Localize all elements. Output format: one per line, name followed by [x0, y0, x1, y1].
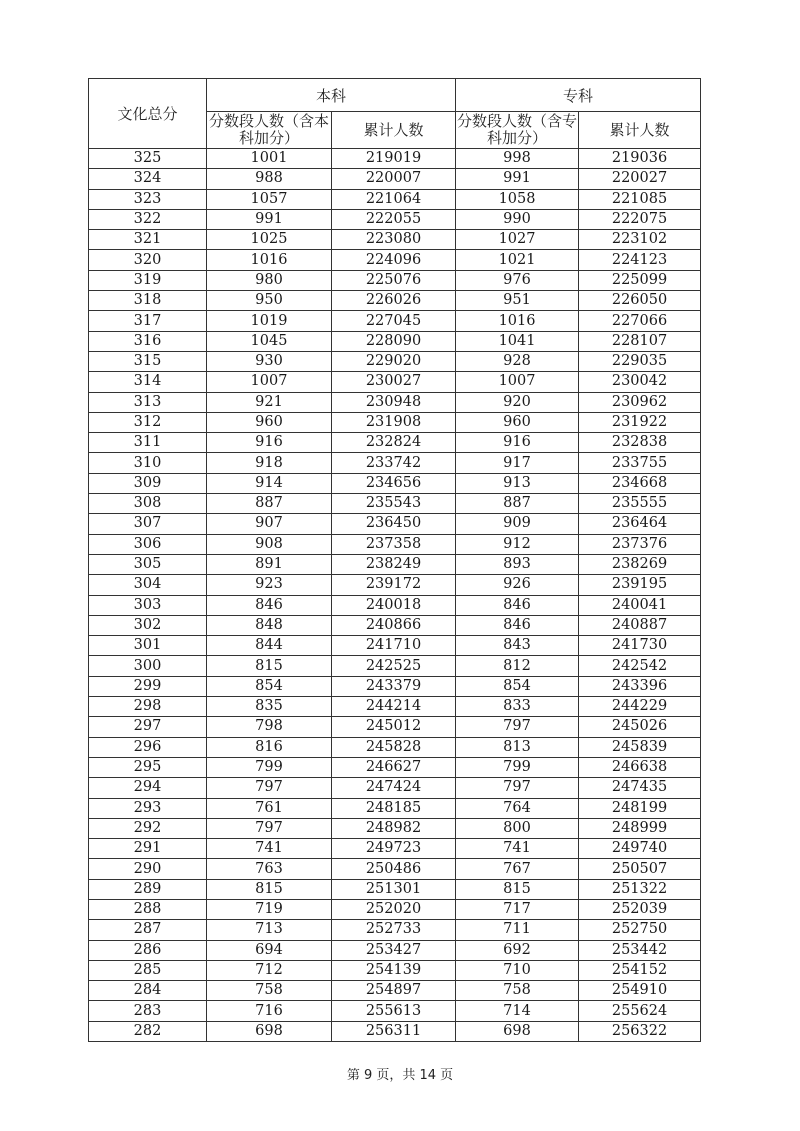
vocational-count-cell: 711	[456, 920, 579, 940]
undergraduate-cumulative-cell: 226026	[332, 291, 456, 311]
undergraduate-count-cell: 815	[207, 656, 332, 676]
table-row	[89, 1021, 701, 1041]
vocational-count-cell: 846	[456, 595, 579, 615]
vocational-cumulative-cell: 240041	[579, 595, 701, 615]
undergraduate-cumulative-cell: 229020	[332, 351, 456, 371]
vocational-count-cell: 916	[456, 433, 579, 453]
undergraduate-count-cell: 797	[207, 818, 332, 838]
undergraduate-cumulative-cell: 231908	[332, 412, 456, 432]
vocational-cumulative-cell: 252750	[579, 920, 701, 940]
undergraduate-cumulative-cell: 243379	[332, 676, 456, 696]
score-cell: 308	[89, 494, 207, 514]
table-row	[89, 981, 701, 1001]
vocational-cumulative-cell: 230962	[579, 392, 701, 412]
undergraduate-cumulative-cell: 222055	[332, 209, 456, 229]
table-row	[89, 291, 701, 311]
vocational-count-cell: 767	[456, 859, 579, 879]
page-footer: 第 9 页，共 14 页	[346, 1068, 454, 1083]
vocational-count-cell: 990	[456, 209, 579, 229]
score-cell: 287	[89, 920, 207, 940]
vocational-cumulative-cell: 255624	[579, 1001, 701, 1021]
score-cell: 289	[89, 879, 207, 899]
vocational-count-cell: 1007	[456, 372, 579, 392]
score-cell: 315	[89, 351, 207, 371]
table-row	[89, 697, 701, 717]
score-cell: 290	[89, 859, 207, 879]
undergraduate-count-cell: 991	[207, 209, 332, 229]
score-cell: 284	[89, 981, 207, 1001]
vocational-count-cell: 913	[456, 473, 579, 493]
score-cell: 307	[89, 514, 207, 534]
vocational-count-cell: 813	[456, 737, 579, 757]
vocational-count-cell: 710	[456, 960, 579, 980]
undergraduate-cumulative-cell: 224096	[332, 250, 456, 270]
undergraduate-count-cell: 854	[207, 676, 332, 696]
score-cell: 323	[89, 189, 207, 209]
vocational-count-cell: 797	[456, 717, 579, 737]
undergraduate-count-cell: 950	[207, 291, 332, 311]
undergraduate-count-cell: 887	[207, 494, 332, 514]
vocational-cumulative-cell: 250507	[579, 859, 701, 879]
undergraduate-cumulative-cell: 245012	[332, 717, 456, 737]
undergraduate-cumulative-cell: 242525	[332, 656, 456, 676]
score-cell: 291	[89, 839, 207, 859]
vocational-cumulative-cell: 245839	[579, 737, 701, 757]
score-cell: 316	[89, 331, 207, 351]
undergraduate-cumulative-cell: 237358	[332, 534, 456, 554]
table-row	[89, 351, 701, 371]
table-row	[89, 717, 701, 737]
vocational-count-cell: 1021	[456, 250, 579, 270]
undergraduate-cumulative-cell: 240866	[332, 615, 456, 635]
score-cell: 310	[89, 453, 207, 473]
undergraduate-cumulative-cell: 250486	[332, 859, 456, 879]
score-cell: 286	[89, 940, 207, 960]
undergraduate-count-cell: 713	[207, 920, 332, 940]
vocational-count-cell: 1041	[456, 331, 579, 351]
vocational-count-cell: 833	[456, 697, 579, 717]
vocational-cumulative-cell: 232838	[579, 433, 701, 453]
vocational-count-cell: 976	[456, 270, 579, 290]
undergraduate-count-cell: 918	[207, 453, 332, 473]
vocational-cumulative-cell: 219036	[579, 149, 701, 169]
undergraduate-count-cell: 835	[207, 697, 332, 717]
table-row	[89, 960, 701, 980]
undergraduate-count-cell: 758	[207, 981, 332, 1001]
table-row	[89, 412, 701, 432]
vocational-count-cell: 960	[456, 412, 579, 432]
undergraduate-count-cell: 815	[207, 879, 332, 899]
undergraduate-count-cell: 980	[207, 270, 332, 290]
vocational-count-cell: 1058	[456, 189, 579, 209]
undergraduate-count-cell: 916	[207, 433, 332, 453]
undergraduate-count-cell: 1001	[207, 149, 332, 169]
vocational-count-cell: 920	[456, 392, 579, 412]
vocational-count-cell: 912	[456, 534, 579, 554]
score-cell: 309	[89, 473, 207, 493]
vocational-cumulative-cell: 236464	[579, 514, 701, 534]
score-cell: 298	[89, 697, 207, 717]
undergraduate-count-cell: 930	[207, 351, 332, 371]
undergraduate-count-cell: 844	[207, 636, 332, 656]
undergraduate-count-cell: 908	[207, 534, 332, 554]
table-row	[89, 920, 701, 940]
vocational-cumulative-cell: 235555	[579, 494, 701, 514]
undergraduate-count-cell: 1016	[207, 250, 332, 270]
table-row	[89, 737, 701, 757]
undergraduate-count-cell: 1007	[207, 372, 332, 392]
vocational-cumulative-cell: 238269	[579, 554, 701, 574]
undergraduate-cumulative-cell: 254897	[332, 981, 456, 1001]
score-cell: 283	[89, 1001, 207, 1021]
vocational-cumulative-cell: 231922	[579, 412, 701, 432]
vocational-cumulative-cell: 246638	[579, 757, 701, 777]
undergraduate-cumulative-cell: 234656	[332, 473, 456, 493]
vocational-cumulative-cell: 241730	[579, 636, 701, 656]
undergraduate-cumulative-cell: 253427	[332, 940, 456, 960]
table-row	[89, 879, 701, 899]
vocational-count-cell: 812	[456, 656, 579, 676]
score-cell: 301	[89, 636, 207, 656]
undergraduate-count-cell: 761	[207, 798, 332, 818]
undergraduate-count-cell: 891	[207, 554, 332, 574]
table-row	[89, 270, 701, 290]
table-row	[89, 189, 701, 209]
undergraduate-cumulative-cell: 248185	[332, 798, 456, 818]
undergraduate-cumulative-cell: 227045	[332, 311, 456, 331]
vocational-cumulative-cell: 248999	[579, 818, 701, 838]
vocational-count-cell: 797	[456, 778, 579, 798]
undergraduate-cumulative-cell: 241710	[332, 636, 456, 656]
vocational-cumulative-cell: 249740	[579, 839, 701, 859]
vocational-count-cell: 887	[456, 494, 579, 514]
vocational-cumulative-cell: 234668	[579, 473, 701, 493]
undergraduate-count-cell: 741	[207, 839, 332, 859]
undergraduate-count-cell: 719	[207, 899, 332, 919]
table-row	[89, 899, 701, 919]
undergraduate-count-cell: 923	[207, 575, 332, 595]
table-row	[89, 494, 701, 514]
table-row	[89, 859, 701, 879]
score-cell: 306	[89, 534, 207, 554]
score-cell: 313	[89, 392, 207, 412]
score-cell: 305	[89, 554, 207, 574]
vocational-count-cell: 714	[456, 1001, 579, 1021]
undergraduate-group-header: 本科	[207, 79, 456, 112]
table-row	[89, 372, 701, 392]
undergraduate-cumulative-cell: 252733	[332, 920, 456, 940]
table-row	[89, 839, 701, 859]
vocational-cumulative-cell: 233755	[579, 453, 701, 473]
undergraduate-count-cell: 716	[207, 1001, 332, 1021]
table-row	[89, 757, 701, 777]
undergraduate-count-cell: 694	[207, 940, 332, 960]
score-cell: 320	[89, 250, 207, 270]
undergraduate-count-cell: 816	[207, 737, 332, 757]
score-cell: 294	[89, 778, 207, 798]
vocational-count-cell: 843	[456, 636, 579, 656]
vocational-cumulative-cell: 229035	[579, 351, 701, 371]
vocational-count-header: 分数段人数（含专科加分）	[457, 112, 578, 147]
undergraduate-cumulative-cell: 220007	[332, 169, 456, 189]
table-row	[89, 1001, 701, 1021]
undergraduate-cumulative-cell: 238249	[332, 554, 456, 574]
score-cell: 317	[89, 311, 207, 331]
undergraduate-cumulative-cell: 244214	[332, 697, 456, 717]
vocational-cumulative-cell: 244229	[579, 697, 701, 717]
table-row	[89, 169, 701, 189]
undergraduate-cumulative-cell: 233742	[332, 453, 456, 473]
vocational-count-cell: 893	[456, 554, 579, 574]
table-row	[89, 798, 701, 818]
vocational-cumulative-cell: 252039	[579, 899, 701, 919]
vocational-cumulative-cell: 239195	[579, 575, 701, 595]
vocational-cumulative-cell: 251322	[579, 879, 701, 899]
undergraduate-cumulative-cell: 247424	[332, 778, 456, 798]
table-row	[89, 392, 701, 412]
undergraduate-cumulative-cell: 246627	[332, 757, 456, 777]
score-cell: 296	[89, 737, 207, 757]
undergraduate-cumulative-cell: 219019	[332, 149, 456, 169]
vocational-cumulative-cell: 224123	[579, 250, 701, 270]
score-cell: 321	[89, 230, 207, 250]
undergraduate-cumulative-cell: 248982	[332, 818, 456, 838]
score-cell: 324	[89, 169, 207, 189]
undergraduate-cumulative-cell: 249723	[332, 839, 456, 859]
vocational-cumulative-cell: 254152	[579, 960, 701, 980]
vocational-count-cell: 717	[456, 899, 579, 919]
score-cell: 282	[89, 1021, 207, 1041]
score-cell: 295	[89, 757, 207, 777]
table-body	[89, 149, 701, 1042]
undergraduate-cumulative-cell: 230027	[332, 372, 456, 392]
undergraduate-cumulative-cell: 223080	[332, 230, 456, 250]
vocational-cumulative-cell: 254910	[579, 981, 701, 1001]
vocational-count-cell: 917	[456, 453, 579, 473]
vocational-count-cell: 1027	[456, 230, 579, 250]
table-row	[89, 554, 701, 574]
vocational-cumulative-cell: 221085	[579, 189, 701, 209]
vocational-cumulative-header: 累计人数	[579, 112, 701, 149]
undergraduate-count-cell: 799	[207, 757, 332, 777]
vocational-cumulative-cell: 230042	[579, 372, 701, 392]
score-cell: 297	[89, 717, 207, 737]
undergraduate-count-cell: 846	[207, 595, 332, 615]
vocational-count-cell: 909	[456, 514, 579, 534]
score-cell: 311	[89, 433, 207, 453]
score-column-header: 文化总分	[89, 79, 207, 149]
table-row	[89, 514, 701, 534]
vocational-cumulative-cell: 228107	[579, 331, 701, 351]
table-row	[89, 534, 701, 554]
vocational-cumulative-cell: 223102	[579, 230, 701, 250]
vocational-group-header: 专科	[456, 79, 701, 112]
vocational-count-cell: 846	[456, 615, 579, 635]
vocational-cumulative-cell: 225099	[579, 270, 701, 290]
undergraduate-cumulative-cell: 240018	[332, 595, 456, 615]
undergraduate-cumulative-cell: 221064	[332, 189, 456, 209]
table-row	[89, 453, 701, 473]
vocational-cumulative-cell: 226050	[579, 291, 701, 311]
vocational-count-cell: 991	[456, 169, 579, 189]
undergraduate-cumulative-cell: 256311	[332, 1021, 456, 1041]
vocational-cumulative-cell: 222075	[579, 209, 701, 229]
score-cell: 318	[89, 291, 207, 311]
score-cell: 314	[89, 372, 207, 392]
table-row	[89, 818, 701, 838]
table-row	[89, 230, 701, 250]
score-cell: 285	[89, 960, 207, 980]
undergraduate-cumulative-header: 累计人数	[332, 112, 456, 149]
vocational-cumulative-cell: 256322	[579, 1021, 701, 1041]
table-row	[89, 615, 701, 635]
vocational-count-cell: 815	[456, 879, 579, 899]
vocational-cumulative-cell: 243396	[579, 676, 701, 696]
table-row	[89, 595, 701, 615]
table-row	[89, 433, 701, 453]
vocational-cumulative-cell: 240887	[579, 615, 701, 635]
undergraduate-cumulative-cell: 251301	[332, 879, 456, 899]
undergraduate-count-cell: 1045	[207, 331, 332, 351]
undergraduate-count-cell: 763	[207, 859, 332, 879]
undergraduate-cumulative-cell: 230948	[332, 392, 456, 412]
vocational-count-cell: 698	[456, 1021, 579, 1041]
undergraduate-count-cell: 798	[207, 717, 332, 737]
vocational-cumulative-cell: 253442	[579, 940, 701, 960]
score-cell: 312	[89, 412, 207, 432]
undergraduate-count-cell: 797	[207, 778, 332, 798]
vocational-count-cell: 998	[456, 149, 579, 169]
undergraduate-cumulative-cell: 225076	[332, 270, 456, 290]
table-row	[89, 778, 701, 798]
table-row	[89, 331, 701, 351]
undergraduate-count-cell: 988	[207, 169, 332, 189]
undergraduate-cumulative-cell: 232824	[332, 433, 456, 453]
vocational-count-cell: 928	[456, 351, 579, 371]
score-cell: 322	[89, 209, 207, 229]
table-row	[89, 311, 701, 331]
vocational-count-cell: 799	[456, 757, 579, 777]
undergraduate-count-cell: 921	[207, 392, 332, 412]
undergraduate-count-cell: 960	[207, 412, 332, 432]
undergraduate-count-cell: 848	[207, 615, 332, 635]
score-cell: 303	[89, 595, 207, 615]
table-row	[89, 250, 701, 270]
table-row	[89, 149, 701, 169]
undergraduate-cumulative-cell: 254139	[332, 960, 456, 980]
undergraduate-count-cell: 1019	[207, 311, 332, 331]
table-row	[89, 656, 701, 676]
score-cell: 319	[89, 270, 207, 290]
score-cell: 293	[89, 798, 207, 818]
vocational-cumulative-cell: 220027	[579, 169, 701, 189]
table-row	[89, 940, 701, 960]
score-cell: 300	[89, 656, 207, 676]
table-row	[89, 209, 701, 229]
undergraduate-count-cell: 914	[207, 473, 332, 493]
undergraduate-count-cell: 1025	[207, 230, 332, 250]
score-cell: 299	[89, 676, 207, 696]
undergraduate-cumulative-cell: 252020	[332, 899, 456, 919]
score-cell: 292	[89, 818, 207, 838]
undergraduate-cumulative-cell: 236450	[332, 514, 456, 534]
vocational-cumulative-cell: 237376	[579, 534, 701, 554]
vocational-count-cell: 926	[456, 575, 579, 595]
vocational-count-cell: 764	[456, 798, 579, 818]
undergraduate-cumulative-cell: 245828	[332, 737, 456, 757]
table-row	[89, 575, 701, 595]
table-row	[89, 473, 701, 493]
vocational-count-cell: 854	[456, 676, 579, 696]
undergraduate-count-cell: 712	[207, 960, 332, 980]
undergraduate-count-cell: 907	[207, 514, 332, 534]
vocational-count-cell: 1016	[456, 311, 579, 331]
undergraduate-cumulative-cell: 235543	[332, 494, 456, 514]
undergraduate-cumulative-cell: 255613	[332, 1001, 456, 1021]
score-cell: 302	[89, 615, 207, 635]
vocational-cumulative-cell: 227066	[579, 311, 701, 331]
vocational-count-cell: 758	[456, 981, 579, 1001]
vocational-count-cell: 800	[456, 818, 579, 838]
vocational-cumulative-cell: 247435	[579, 778, 701, 798]
score-cell: 304	[89, 575, 207, 595]
vocational-cumulative-cell: 245026	[579, 717, 701, 737]
score-cell: 288	[89, 899, 207, 919]
undergraduate-count-cell: 1057	[207, 189, 332, 209]
score-distribution-table	[88, 78, 701, 1042]
undergraduate-count-cell: 698	[207, 1021, 332, 1041]
vocational-cumulative-cell: 248199	[579, 798, 701, 818]
vocational-count-cell: 951	[456, 291, 579, 311]
table-row	[89, 636, 701, 656]
score-cell: 325	[89, 149, 207, 169]
table-row	[89, 676, 701, 696]
undergraduate-count-header: 分数段人数（含本科加分）	[207, 112, 332, 149]
undergraduate-cumulative-cell: 239172	[332, 575, 456, 595]
table-header	[89, 79, 701, 149]
undergraduate-cumulative-cell: 228090	[332, 331, 456, 351]
vocational-count-cell: 741	[456, 839, 579, 859]
vocational-cumulative-cell: 242542	[579, 656, 701, 676]
vocational-count-cell: 692	[456, 940, 579, 960]
